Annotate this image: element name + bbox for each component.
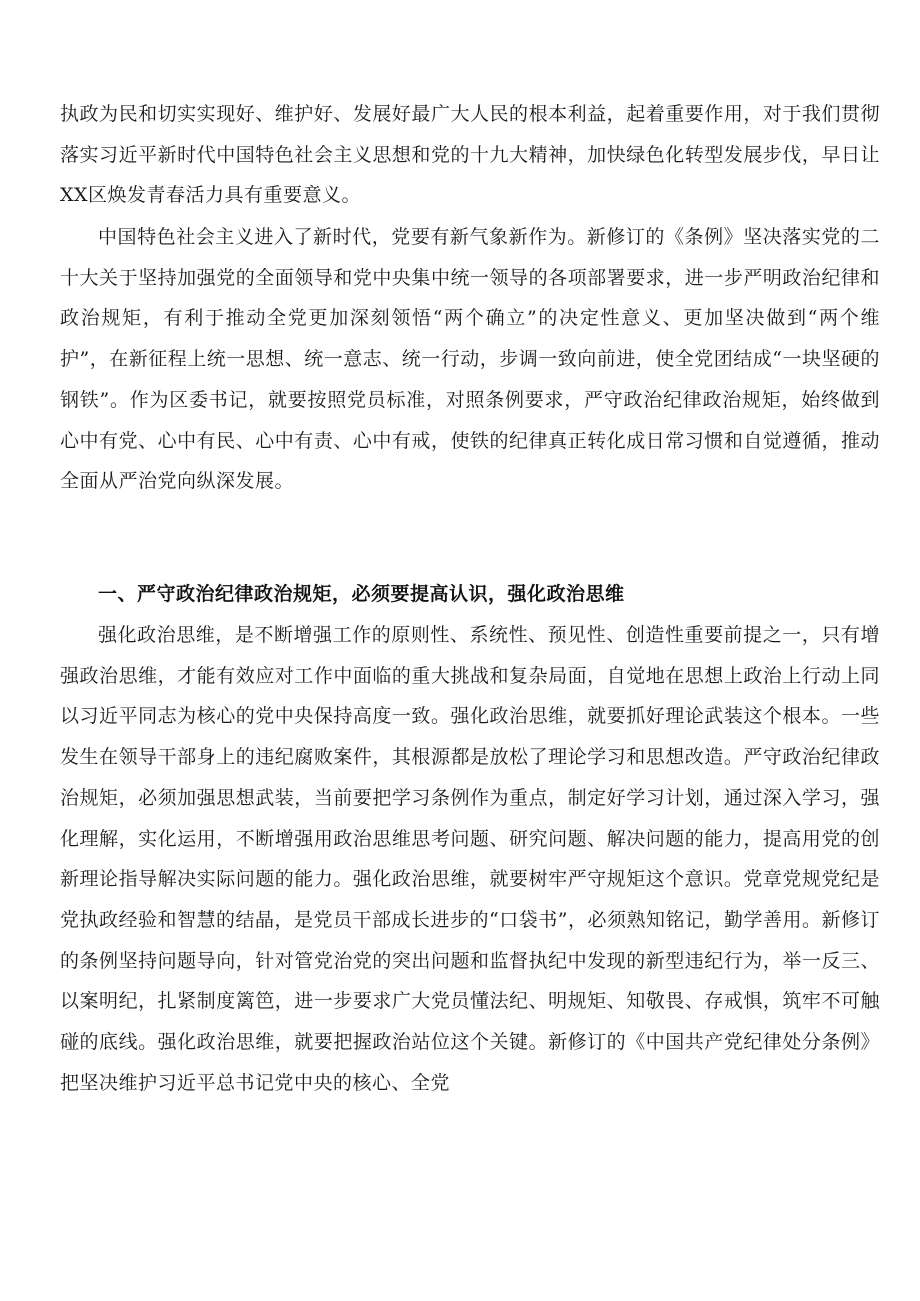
paragraph-continued: 执政为民和切实实现好、维护好、发展好最广大人民的根本利益，起着重要作用，对于我们贯彻落实习近平新时代中国特色社会主义思想和党的十九大精神，加快绿色化转型发展步伐，早日让XX区焕发青春活力具有重要意义。 <box>60 103 880 207</box>
paragraph-political-thinking: 强化政治思维，是不断增强工作的原则性、系统性、预见性、创造性重要前提之一，只有增强政治思维，才能有效应对工作中面临的重大挑战和复杂局面，自觉地在思想上政治上行动上同以习近平同志为核心的党中央保持高度一致。强化政治思维，就要抓好理论武装这个根本。一些发生在领导干部身上的违纪腐败案件，其根源都是放松了理论学习和思想改造。严守政治纪律政治规矩，必须加强思想武装，当前要把学习条例作为重点，制定好学习计划，通过深入学习，强化理解，实化运用，不断增强用政治思维思考问题、研究问题、解决问题的能力，提高用党的创新理论指导解决实际问题的能力。强化政治思维，就要树牢严守规矩这个意识。党章党规党纪是党执政经验和智慧的结晶，是党员干部成长进步的“口袋书”，必须熟知铭记，勤学善用。新修订的条例坚持问题导向，针对管党治党的突出问题和监督执纪中发现的新型违纪行为，举一反三、以案明纪，扎紧制度篱笆，进一步要求广大党员懂法纪、明规矩、知敬畏、存戒惧，筑牢不可触碰的底线。强化政治思维，就要把握政治站位这个关键。新修订的《中国共产党纪律处分条例》把坚决维护习近平总书记党中央的核心、全党 <box>60 624 880 1094</box>
section-heading: 一、严守政治纪律政治规矩，必须要提高认识，强化政治思维 <box>98 583 625 605</box>
paragraph-new-era: 中国特色社会主义进入了新时代，党要有新气象新作为。新修订的《条例》坚决落实党的二十大关于坚持加强党的全面领导和党中央集中统一领导的各项部署要求，进一步严明政治纪律和政治规矩，有利于推动全党更加深刻领悟“两个确立”的决定性意义、更加坚决做到“两个维护”，在新征程上统一思想、统一意志、统一行动，步调一致向前进，使全党团结成“一块坚硬的钢铁”。作为区委书记，就要按照党员标准，对照条例要求，严守政治纪律政治规矩，始终做到心中有党、心中有民、心中有责、心中有戒，使铁的纪律真正转化成日常习惯和自觉遵循，推动全面从严治党向纵深发展。 <box>60 226 880 493</box>
